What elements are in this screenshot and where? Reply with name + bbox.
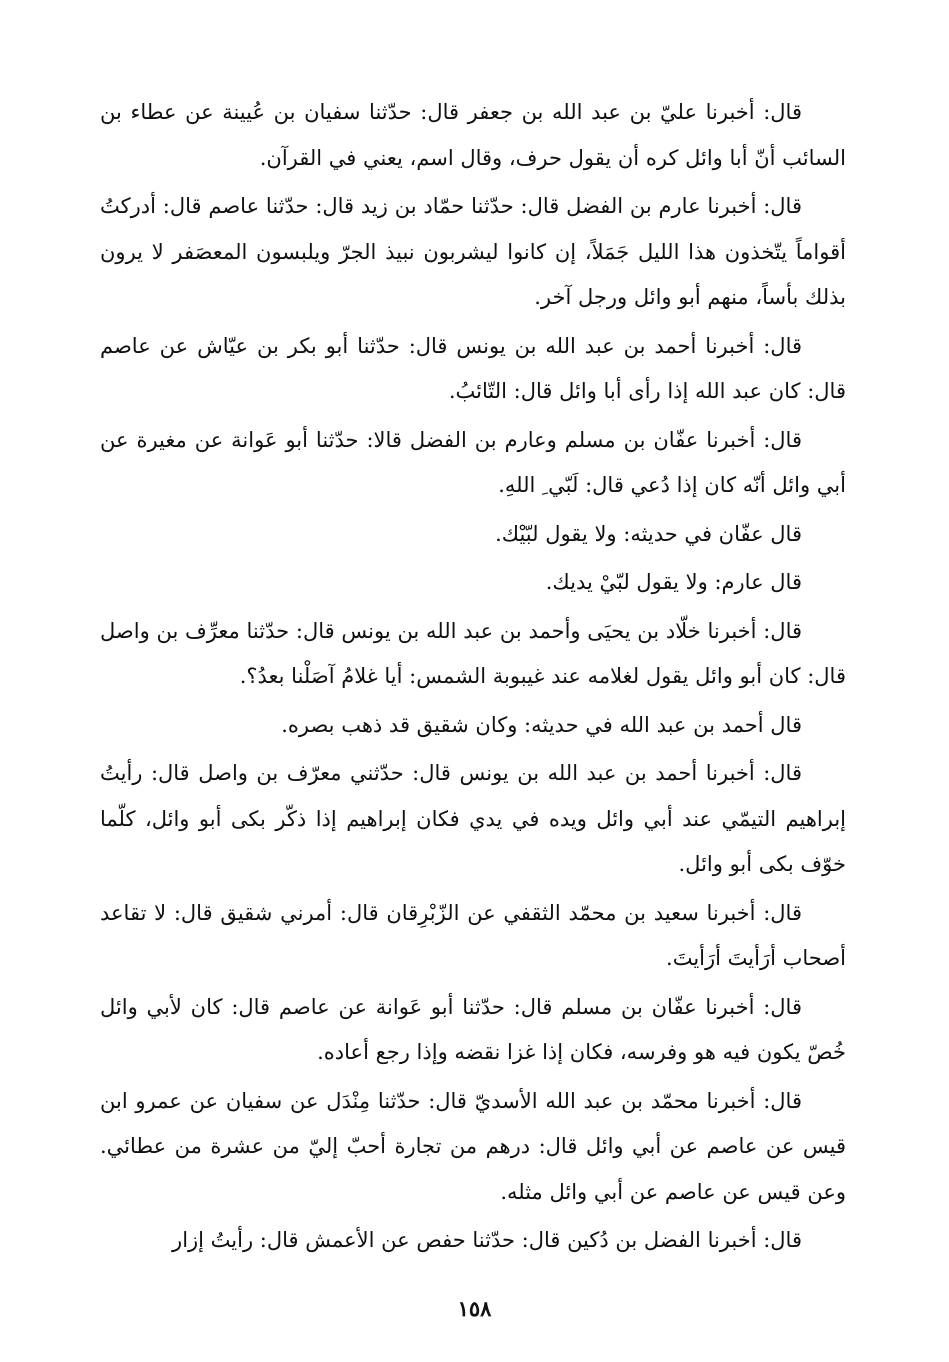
paragraph-9: قال: أخبرنا أحمد بن عبد الله بن يونس قال: حدّثني معرّف بن واصل قال: رأيتُ إبراهيم التيمّي عند أبي وائل ويده في يدي فكان إبراهيم إذا ذكّر بكى أبو وائل، كلّما خوّف بكى أبو وائل. bbox=[100, 761, 846, 876]
paragraph-7: قال: أخبرنا خلّاد بن يحيَى وأحمد بن عبد الله بن يونس قال: حدّثنا معرِّف بن واصل قال: كان أبو وائل يقول لغلامه عند غيبوبة الشمس: أيا غلامُ آصَلْنا بعدُ؟. bbox=[100, 618, 846, 688]
page-number: ١٥٨ bbox=[457, 1296, 492, 1321]
paragraph-12: قال: أخبرنا محمّد بن عبد الله الأسديّ قال: حدّثنا مِنْدَل عن سفيان عن عمرو ابن قيس عن عاصم عن أبي وائل قال: درهم من تجارة أحبّ إليّ من عشرة من عطائي. وعن قيس عن عاصم عن أبي وائل مثله. bbox=[100, 1088, 846, 1204]
paragraph-1: قال: أخبرنا عليّ بن عبد الله بن جعفر قال: حدّثنا سفيان بن عُيينة عن عطاء بن السائب أنّ أبا وائل كره أن يقول حرف، وقال اسم، يعني في القرآن. bbox=[100, 100, 846, 170]
paragraph-13: قال: أخبرنا الفضل بن دُكين قال: حدّثنا حفص عن الأعمش قال: رأيتُ إزار bbox=[172, 1228, 802, 1252]
paragraph-3: قال: أخبرنا أحمد بن عبد الله بن يونس قال: حدّثنا أبو بكر بن عيّاش عن عاصم قال: كان عبد الله إذا رأى أبا وائل قال: التّائبُ. bbox=[100, 333, 846, 403]
paragraph-8: قال أحمد بن عبد الله في حديثه: وكان شقيق قد ذهب بصره. bbox=[281, 712, 802, 737]
paragraph-11: قال: أخبرنا عفّان بن مسلم قال: حدّثنا أبو عَوانة عن عاصم قال: كان لأبي وائل خُصّ يكون فيه هو وفرسه، فكان إذا غزا نقضه وإذا رجع أعاده. bbox=[100, 994, 846, 1064]
page-text bbox=[100, 90, 846, 1267]
paragraph-6: قال عارم: ولا يقول لبّيْ يديك. bbox=[545, 570, 802, 594]
paragraph-4: قال: أخبرنا عفّان بن مسلم وعارم بن الفضل قالا: حدّثنا أبو عَوانة عن مغيرة عن أبي وائل أنّه كان إذا دُعي قال: لَبّي ِ اللهِ. bbox=[100, 427, 846, 497]
paragraph-10: قال: أخبرنا سعيد بن محمّد الثقفي عن الزّبْرِقان قال: أمرني شقيق قال: لا تقاعد أصحاب أرَأيتَ أرَأيتَ. bbox=[100, 900, 846, 970]
paragraph-2: قال: أخبرنا عارم بن الفضل قال: حدّثنا حمّاد بن زيد قال: حدّثنا عاصم قال: أدركتُ أقواماً يتّخذون هذا الليل جَمَلاً، إن كانوا ليشربون نبيذ الجرّ ويلبسون المعصَفر لا يرون بذلك بأساً، منهم أبو وائل ورجل آخر. bbox=[100, 194, 846, 309]
paragraph-5: قال عفّان في حديثه: ولا يقول لبّيْك. bbox=[495, 521, 802, 546]
